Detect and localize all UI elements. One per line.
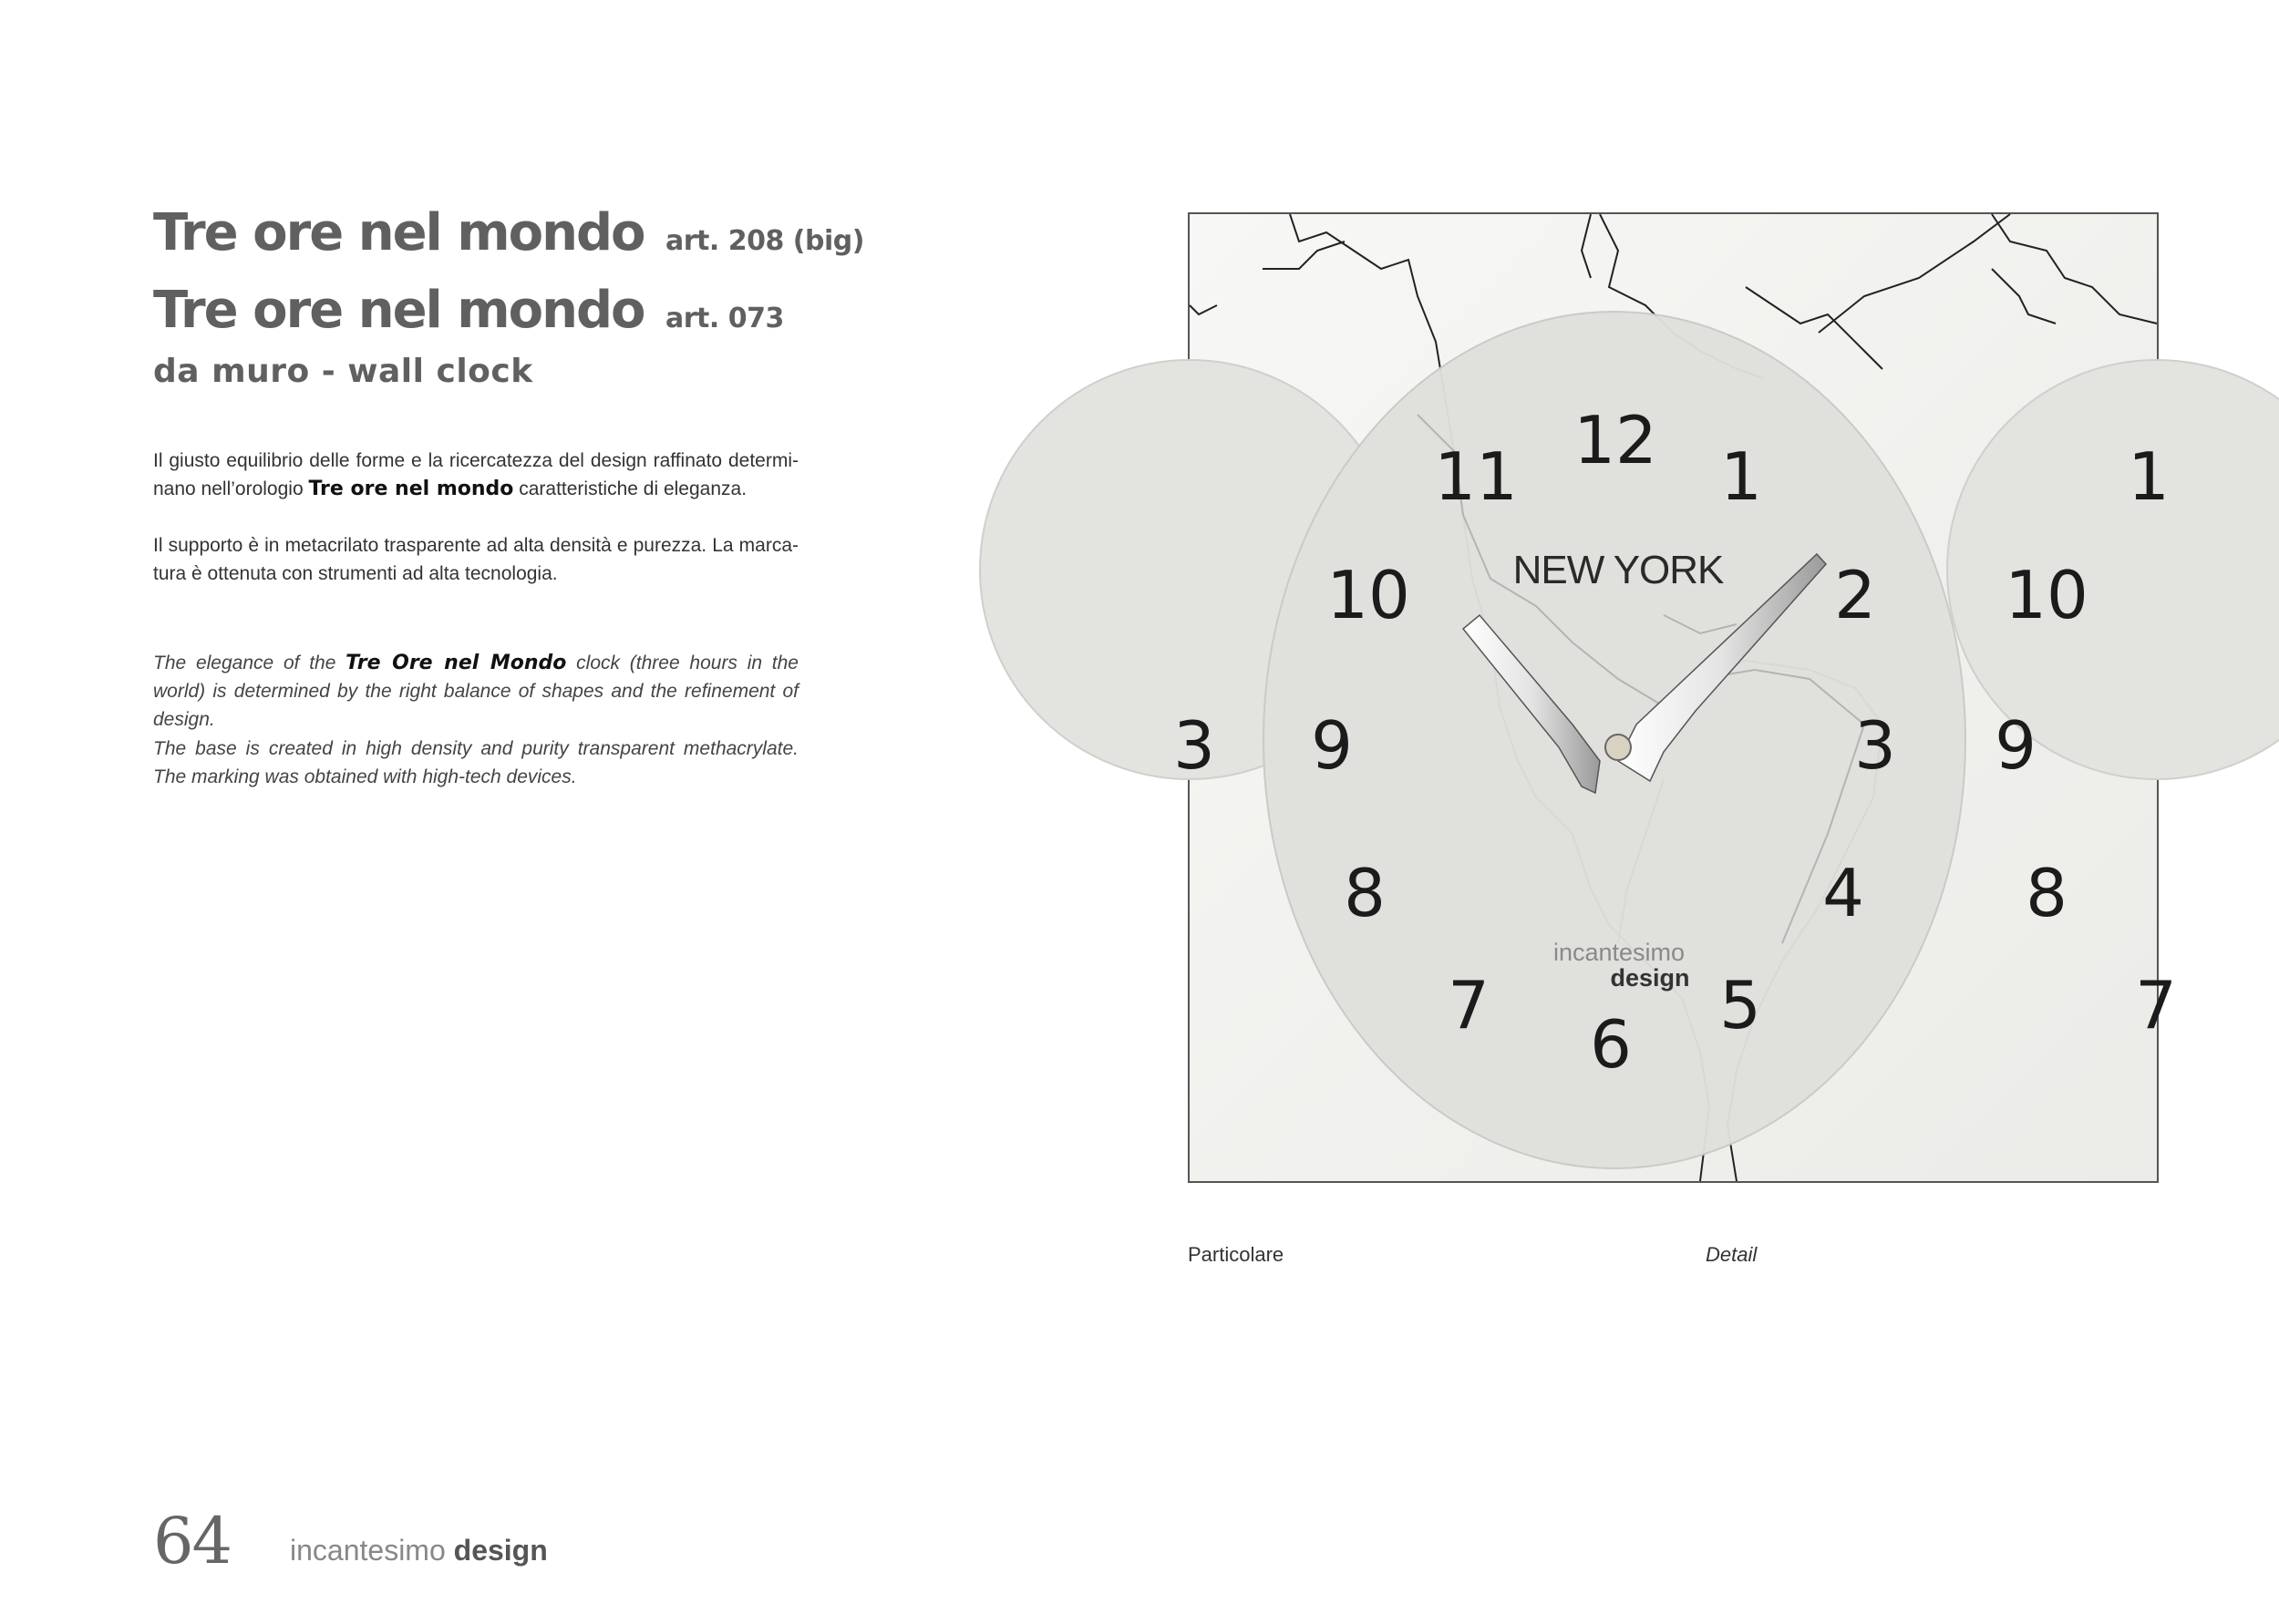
title-line-1 (153, 199, 864, 276)
right-clock-partial-10: 10 (2005, 557, 2088, 633)
footer-brand-light: incantesimo (290, 1534, 446, 1567)
right-clock-partial-9: 9 (1995, 707, 2037, 784)
subtitle: da muro - wall clock (153, 353, 533, 390)
title-line-2 (153, 276, 810, 354)
title-block (153, 199, 864, 394)
dial-brand-light: incantesimo (1552, 939, 1686, 966)
title-main-1: Tre ore nel mondo (153, 203, 645, 262)
numeral-7: 7 (1448, 967, 1490, 1043)
numeral-2: 2 (1834, 557, 1876, 633)
city-label: NEW YORK (1512, 548, 1724, 592)
clock-illustration (1173, 214, 2177, 1181)
numeral-1: 1 (1720, 438, 1762, 515)
english-p1-text-end: clock (three hours in the world) is determined by the right balance of shapes and the refinement of design. (153, 653, 799, 730)
footer-brand (290, 1534, 548, 1567)
numeral-3: 3 (1854, 707, 1896, 784)
italian-p1-text: Il giusto equilibrio delle forme e la ricercatezza del design raffinato determi-nano nell’orologio (153, 450, 799, 499)
numeral-9: 9 (1311, 707, 1353, 784)
footer-brand-bold: design (453, 1534, 548, 1567)
article-number-1: art. 208 (big) (665, 225, 864, 257)
numeral-4: 4 (1822, 855, 1864, 931)
numeral-5: 5 (1719, 967, 1761, 1043)
title-main-2: Tre ore nel mondo (153, 281, 645, 340)
left-clock-partial-3: 3 (1173, 707, 1215, 784)
numeral-11: 11 (1434, 438, 1518, 515)
english-p1-bold: Tre Ore nel Mondo (345, 652, 567, 674)
numeral-6: 6 (1590, 1006, 1632, 1083)
right-clock-partial-7: 7 (2135, 967, 2177, 1043)
caption-english: Detail (1706, 1243, 1758, 1266)
clock-detail-photo (1173, 212, 2177, 1183)
numeral-12: 12 (1573, 402, 1657, 478)
italian-p1-bold: Tre ore nel mondo (308, 478, 514, 500)
english-paragraph-2: The base is created in high density and purity transparent methacrylate. The marking was obtained with high-tech devices. (153, 738, 799, 787)
right-clock-partial-8: 8 (2026, 855, 2068, 931)
numeral-10: 10 (1326, 557, 1410, 633)
italian-paragraph-2: Il supporto è in metacrilato trasparente ad alta densità e purezza. La marca-tura è ottenuta con strumenti ad alta tecnologia. (153, 535, 799, 584)
english-p1-text: The elegance of the (153, 653, 346, 673)
english-paragraph-1 (153, 649, 799, 734)
page-number: 64 (153, 1504, 232, 1578)
numeral-8: 8 (1344, 855, 1386, 931)
caption-italian: Particolare (1188, 1243, 1284, 1266)
hands-pivot (1605, 735, 1631, 760)
italian-p1-text-end: caratteristiche di eleganza. (513, 478, 748, 499)
article-number-2: art. 073 (665, 303, 784, 334)
dial-brand-bold: design (1610, 964, 1690, 992)
italian-paragraph-1 (153, 447, 799, 503)
right-clock-partial-1: 1 (2128, 438, 2170, 515)
